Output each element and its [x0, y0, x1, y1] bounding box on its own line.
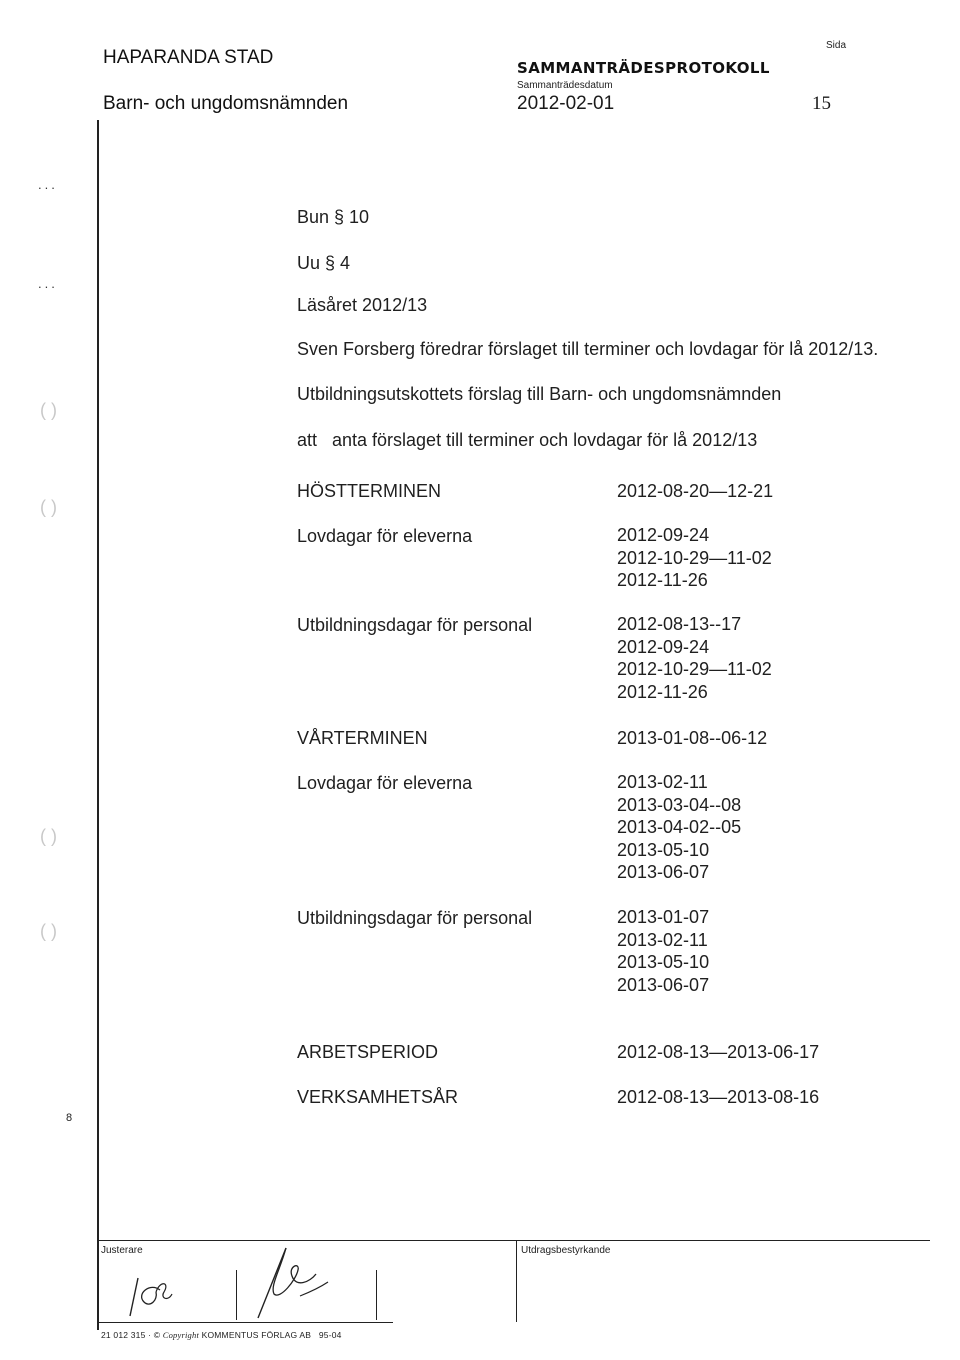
form-number: 21 012 315 [101, 1330, 146, 1340]
signature-initials-2 [240, 1240, 370, 1322]
date-entry: 2012-09-24 [617, 525, 710, 545]
punch-hole-mark: ( ) [40, 497, 57, 517]
date-entry: 2013-06-07 [617, 974, 710, 995]
reference-uu: Uu § 4 [297, 253, 351, 273]
autumn-term-title: HÖSTTERMINEN [297, 481, 441, 501]
spring-staff-days-label: Utbildningsdagar för personal [297, 908, 533, 928]
margin-dots-top: ... [38, 177, 58, 192]
signature-initials-1 [110, 1268, 220, 1323]
signature-separator [376, 1270, 377, 1320]
reference-bun: Bun § 10 [297, 207, 370, 227]
protocol-title: SAMMANTRÄDESPROTOKOLL [517, 59, 770, 77]
form-number-line: 21 012 315 · © Copyright KOMMENTUS FÖRLAG AB 95-04 [101, 1330, 342, 1340]
date-entry: 2013-02-11 [617, 772, 708, 792]
autumn-pupil-days-list [617, 524, 772, 592]
extract-label: Utdragsbestyrkande [521, 1245, 611, 1256]
date-entry: 2012-09-24 [617, 636, 710, 657]
autumn-staff-days-label: Utbildningsdagar för personal [297, 615, 533, 635]
signature-separator [236, 1270, 237, 1320]
date-entry: 2012-10-29—11-02 [617, 547, 772, 568]
spring-pupil-days-list [617, 771, 741, 884]
footer-column-divider [516, 1240, 517, 1322]
margin-dots-bottom: ... [38, 276, 58, 291]
date-entry: 2013-03-04--08 [617, 794, 742, 815]
punch-hole-mark: ( ) [40, 400, 57, 420]
spring-pupil-days-label: Lovdagar för eleverna [297, 773, 473, 793]
subject-title: Läsåret 2012/13 [297, 295, 428, 315]
form-edition: 95-04 [318, 1330, 342, 1340]
publisher-name: KOMMENTUS FÖRLAG AB [201, 1330, 312, 1340]
date-entry: 2013-06-07 [617, 862, 710, 882]
proposal-intro: Utbildningsutskottets förslag till Barn- och ungdomsnämnden [297, 384, 782, 404]
date-entry: 2012-08-13--17 [617, 614, 742, 634]
punch-hole-mark: ( ) [40, 826, 57, 846]
spring-term-title: VÅRTERMINEN [297, 728, 428, 748]
municipality-name: HAPARANDA STAD [103, 47, 274, 68]
date-entry: 2012-10-29—11-02 [617, 659, 772, 679]
autumn-term-period: 2012-08-20—12-21 [617, 481, 774, 501]
date-entry: 2012-11-26 [617, 570, 708, 590]
work-period-label: ARBETSPERIOD [297, 1042, 439, 1062]
work-period-value: 2012-08-13—2013-06-17 [617, 1042, 820, 1062]
presentation-text: Sven Forsberg föredrar förslaget till terminer och lovdagar för lå 2012/13. [297, 339, 879, 359]
operating-year-value: 2012-08-13—2013-08-16 [617, 1087, 820, 1107]
date-entry: 2012-11-26 [617, 681, 708, 702]
autumn-pupil-days-label: Lovdagar för eleverna [297, 526, 473, 546]
margin-rule [97, 120, 99, 1330]
board-name: Barn- och ungdomsnämnden [103, 93, 349, 114]
date-entry: 2013-05-10 [617, 952, 710, 972]
copyright-word: Copyright [162, 1330, 200, 1340]
meeting-date: 2012-02-01 [517, 93, 615, 114]
proposal-text: anta förslaget till terminer och lovdagar för lå 2012/13 [332, 430, 758, 450]
page-caption: Sida [826, 40, 847, 51]
date-entry: 2013-01-07 [617, 907, 710, 927]
spring-term-period: 2013-01-08--06-12 [617, 728, 768, 748]
operating-year-label: VERKSAMHETSÅR [297, 1087, 459, 1107]
date-entry: 2013-02-11 [617, 929, 708, 950]
footer-top-rule [97, 1240, 930, 1241]
spring-staff-days-list [617, 906, 709, 996]
page-marker: 8 [66, 1112, 73, 1124]
autumn-staff-days-list [617, 613, 772, 703]
date-caption: Sammanträdesdatum [517, 80, 613, 91]
date-entry: 2013-04-02--05 [617, 817, 742, 837]
date-entry: 2013-05-10 [617, 839, 710, 860]
punch-hole-mark: ( ) [40, 921, 57, 941]
page-number: 15 [812, 93, 831, 114]
proposal-att: att [297, 430, 318, 450]
adjusters-label: Justerare [101, 1245, 143, 1256]
